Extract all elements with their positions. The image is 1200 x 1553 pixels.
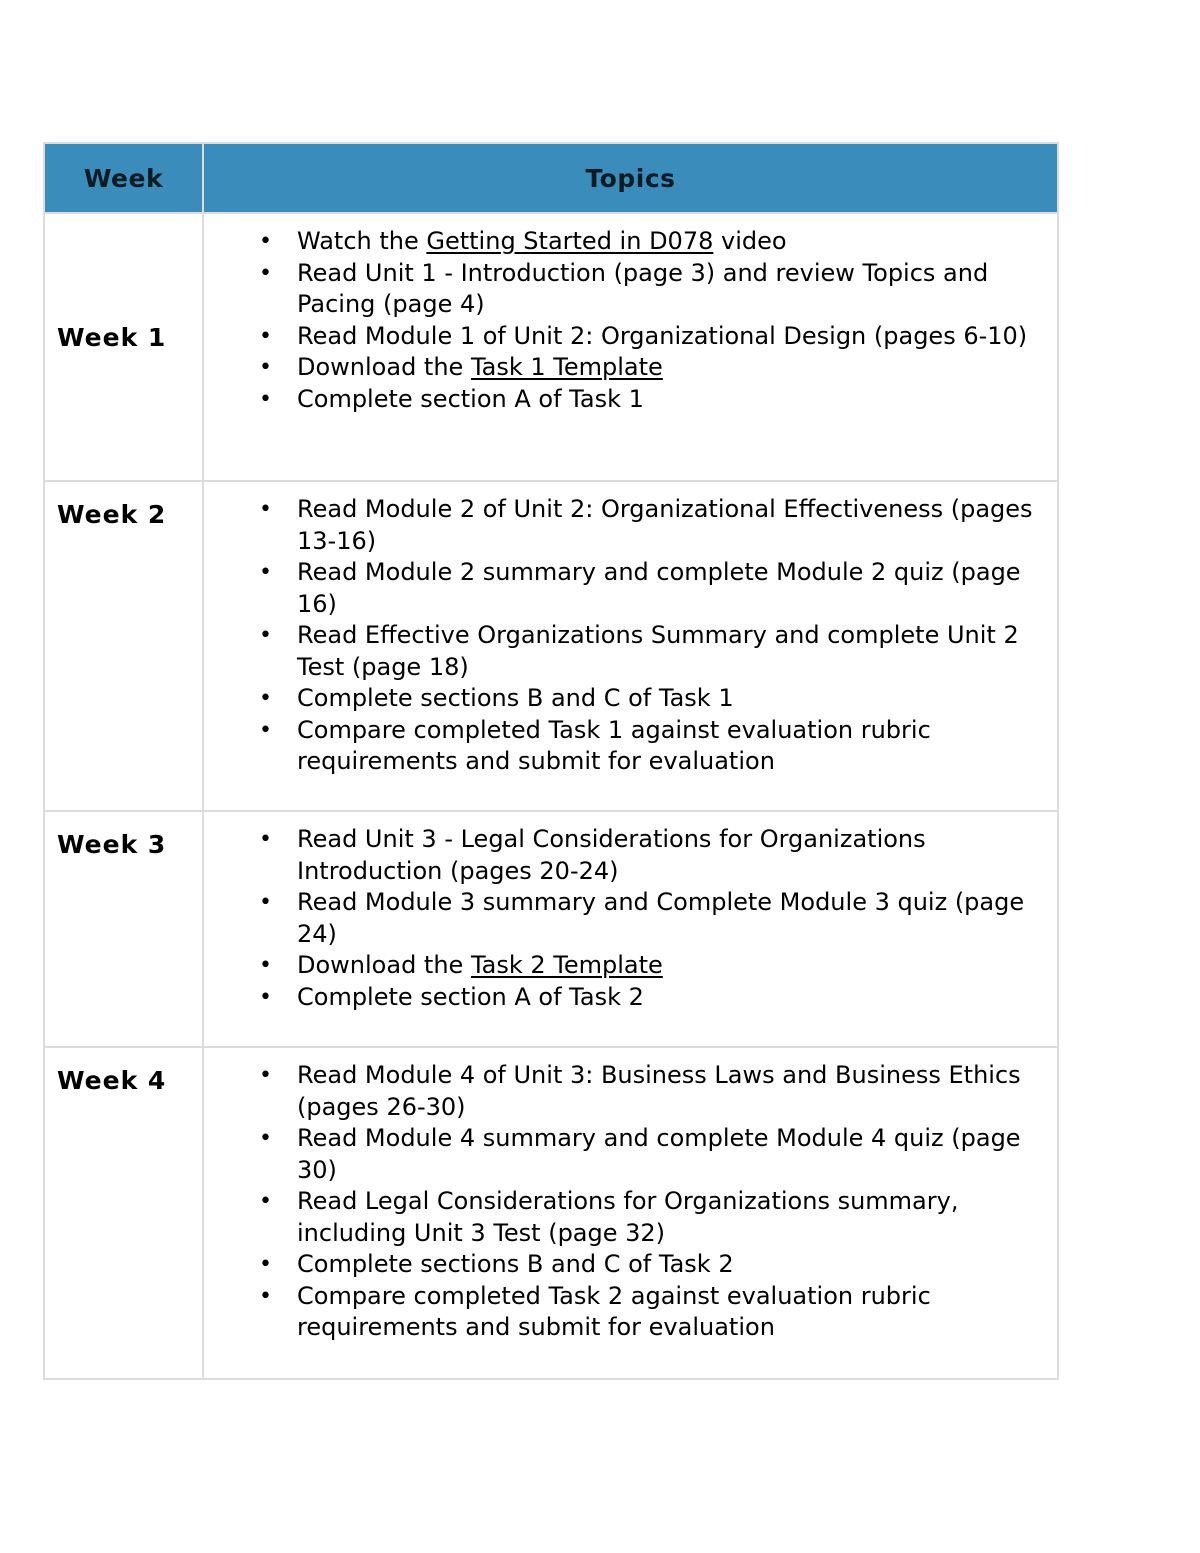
list-item: • Download the Task 2 Template (297, 950, 1047, 982)
week-label: Week 2 (44, 481, 203, 811)
task-1-template-link[interactable]: Task 1 Template (470, 353, 663, 381)
header-week: Week (44, 143, 203, 213)
topics-cell (203, 481, 1058, 811)
header-topics: Topics (203, 143, 1058, 213)
table-row (44, 1047, 1058, 1379)
list-item: • Read Effective Organizations Summary and complete Unit 2 Test (page 18) (297, 620, 1047, 683)
topics-cell (203, 1047, 1058, 1379)
task-2-template-link[interactable]: Task 2 Template (470, 951, 663, 979)
list-item: • Read Unit 1 - Introduction (page 3) and review Topics and Pacing (page 4) (297, 258, 1047, 321)
topic-list (204, 1060, 1047, 1344)
table-row (44, 481, 1058, 811)
list-item: • Compare completed Task 2 against evaluation rubric requirements and submit for evaluation (297, 1281, 1047, 1344)
list-item: • Read Module 4 of Unit 3: Business Laws and Business Ethics (pages 26-30) (297, 1060, 1047, 1123)
weekly-schedule-table (43, 142, 1059, 1380)
list-item: • Read Module 2 summary and complete Module 2 quiz (page 16) (297, 557, 1047, 620)
list-item: • Complete section A of Task 2 (297, 982, 1047, 1014)
list-item: • Watch the Getting Started in D078 video (297, 226, 1047, 258)
list-item: • Read Unit 3 - Legal Considerations for Organizations Introduction (pages 20-24) (297, 824, 1047, 887)
list-item: • Complete sections B and C of Task 2 (297, 1249, 1047, 1281)
list-item: • Read Module 3 summary and Complete Module 3 quiz (page 24) (297, 887, 1047, 950)
week-label: Week 1 (44, 213, 203, 481)
list-item: • Read Module 1 of Unit 2: Organizational Design (pages 6-10) (297, 321, 1047, 353)
table-row (44, 213, 1058, 481)
list-item: • Compare completed Task 1 against evaluation rubric requirements and submit for evaluation (297, 715, 1047, 778)
list-item: • Complete sections B and C of Task 1 (297, 683, 1047, 715)
topics-cell (203, 213, 1058, 481)
header-row (44, 143, 1058, 213)
list-item: • Download the Task 1 Template (297, 352, 1047, 384)
topics-cell (203, 811, 1058, 1047)
topic-list (204, 824, 1047, 1013)
list-item: • Read Module 4 summary and complete Module 4 quiz (page 30) (297, 1123, 1047, 1186)
week-label: Week 4 (44, 1047, 203, 1379)
topic-list (204, 226, 1047, 415)
list-item: • Read Module 2 of Unit 2: Organizational Effectiveness (pages 13-16) (297, 494, 1047, 557)
getting-started-video-link[interactable]: Getting Started in D078 (426, 227, 714, 255)
list-item: • Read Legal Considerations for Organizations summary, including Unit 3 Test (page 32) (297, 1186, 1047, 1249)
table-header (44, 143, 1058, 213)
list-item: • Complete section A of Task 1 (297, 384, 1047, 416)
topic-list (204, 494, 1047, 778)
week-label: Week 3 (44, 811, 203, 1047)
table-row (44, 811, 1058, 1047)
